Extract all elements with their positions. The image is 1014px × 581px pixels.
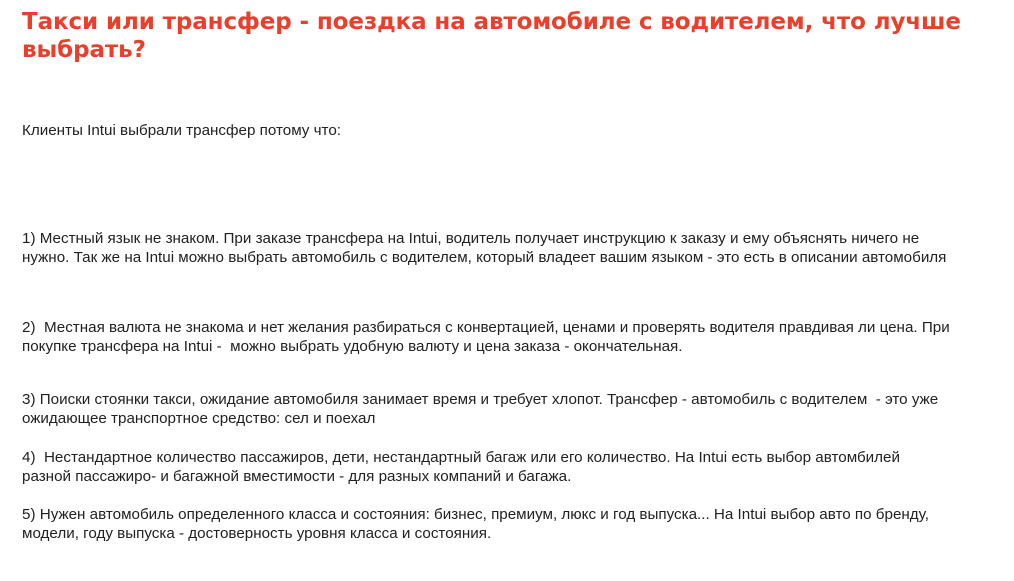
reason-1-line-1: 1) Местный язык не знаком. При заказе трансфера на Intui, водитель получает инструкцию к заказу и ему объяснять ничего не xyxy=(22,230,920,247)
article-title-line-1: Такси или трансфер - поездка на автомобиле с водителем, что лучше xyxy=(22,9,961,35)
reason-3-line-2: ожидающее транспортное средство: сел и поехал xyxy=(22,410,376,427)
intro-paragraph: Клиенты Intui выбрали трансфер потому что: xyxy=(22,122,341,139)
reason-2-line-2: покупке трансфера на Intui - можно выбрать удобную валюту и цена заказа - окончательная. xyxy=(22,338,683,355)
reason-paragraph-5 xyxy=(22,467,1007,581)
reason-1-line-2: нужно. Так же на Intui можно выбрать автомобиль с водителем, который владеет вашим языком - это есть в описании автомобиля xyxy=(22,249,947,266)
reason-4-line-1: 4) Нестандартное количество пассажиров, дети, нестандартный багаж или его количество. На Intui есть выбор автомбилей xyxy=(22,449,900,466)
reason-5-line-1: 5) Нужен автомобиль определенного класса и состояния: бизнес, премиум, люкс и год выпуска... На Intui выбор авто по бренду, xyxy=(22,506,929,523)
reason-5-line-2: модели, году выпуска - достоверность уровня класса и состояния. xyxy=(22,525,492,542)
article-title xyxy=(22,8,982,64)
reason-2-line-1: 2) Местная валюта не знакома и нет желания разбираться с конвертацией, ценами и проверять водителя правдивая ли цена. При xyxy=(22,319,950,336)
reason-4-line-2: разной пассажиро- и багажной вместимости - для разных компаний и багажа. xyxy=(22,468,572,485)
reason-3-line-1: 3) Поиски стоянки такси, ожидание автомобиля занимает время и требует хлопот. Трансфер - автомобиль с водителем - это уже xyxy=(22,391,939,408)
article-title-line-2: выбрать? xyxy=(22,37,146,63)
